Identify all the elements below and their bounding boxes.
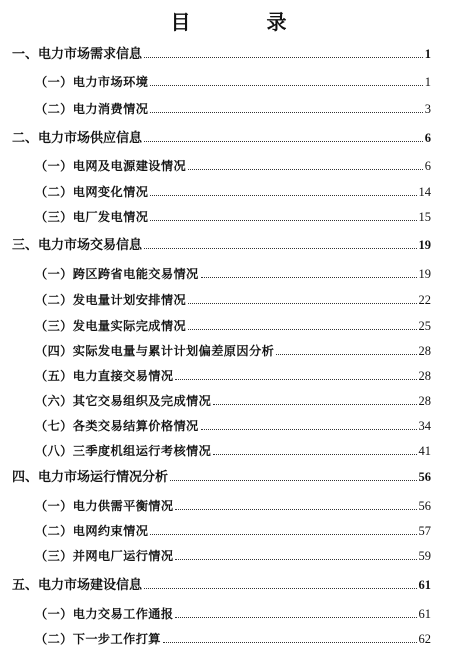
toc-entry-label: （一）电网及电源建设情况	[35, 159, 187, 173]
toc-entry-page: 57	[418, 524, 431, 538]
dot-leader	[144, 57, 423, 58]
toc-subsection-3-1[interactable]	[35, 262, 431, 282]
toc-entry-label: （二）电网变化情况	[35, 185, 149, 199]
toc-section-1[interactable]	[12, 42, 431, 62]
toc-entry-page: 14	[418, 185, 431, 199]
dot-leader	[175, 509, 416, 510]
toc-entry-page: 41	[418, 444, 431, 458]
toc-entry-page: 28	[418, 394, 431, 408]
dot-leader	[213, 454, 416, 455]
toc-entry-label: （七）各类交易结算价格情况	[35, 419, 199, 433]
toc-entry-page: 59	[418, 549, 431, 563]
toc-entry-label: 三、电力市场交易信息	[12, 238, 143, 253]
toc-subsection-3-5[interactable]	[35, 364, 431, 384]
dot-leader	[144, 141, 423, 142]
dot-leader	[144, 588, 416, 589]
toc-entry-label: （一）电力供需平衡情况	[35, 499, 174, 513]
toc-entry-label: （二）电力消费情况	[35, 102, 149, 116]
toc-subsection-3-6[interactable]	[35, 389, 431, 409]
dot-leader	[144, 248, 416, 249]
toc-entry-page: 61	[418, 578, 431, 592]
toc-title: 目 录	[170, 10, 315, 34]
toc-subsection-3-7[interactable]	[35, 414, 431, 434]
dot-leader	[150, 220, 416, 221]
toc-entry-page: 3	[424, 102, 431, 116]
dot-leader	[150, 112, 422, 113]
toc-subsection-4-2[interactable]	[35, 519, 431, 539]
toc-section-4[interactable]	[12, 465, 431, 485]
toc-section-5[interactable]	[12, 573, 431, 593]
dot-leader	[201, 429, 417, 430]
toc-subsection-1-1[interactable]	[35, 70, 431, 90]
toc-entry-page: 1	[424, 47, 431, 61]
dot-leader	[188, 303, 416, 304]
toc-entry-label: 五、电力市场建设信息	[12, 578, 143, 593]
toc-entry-page: 6	[424, 159, 431, 173]
toc-subsection-2-3[interactable]	[35, 205, 431, 225]
toc-entry-page: 15	[418, 210, 431, 224]
toc-entry-label: （一）电力市场环境	[35, 75, 149, 89]
dot-leader	[175, 559, 416, 560]
dot-leader	[188, 329, 416, 330]
toc-section-3[interactable]	[12, 233, 431, 253]
dot-leader	[175, 617, 416, 618]
toc-subsection-3-8[interactable]	[35, 439, 431, 459]
toc-entry-page: 28	[418, 344, 431, 358]
toc-entry-label: （三）发电量实际完成情况	[35, 319, 187, 333]
dot-leader	[150, 195, 416, 196]
toc-subsection-2-2[interactable]	[35, 180, 431, 200]
toc-entry-label: （一）跨区跨省电能交易情况	[35, 267, 199, 281]
toc-entry-label: （三）电厂发电情况	[35, 210, 149, 224]
toc-entry-page: 19	[418, 238, 431, 252]
toc-entry-page: 22	[418, 293, 431, 307]
toc-entry-page: 34	[418, 419, 431, 433]
toc-entry-label: 四、电力市场运行情况分析	[12, 470, 169, 485]
toc-entry-label: （六）其它交易组织及完成情况	[35, 394, 212, 408]
dot-leader	[201, 277, 417, 278]
toc-entry-page: 28	[418, 369, 431, 383]
dot-leader	[213, 404, 416, 405]
dot-leader	[175, 379, 416, 380]
toc-entry-page: 1	[424, 75, 431, 89]
toc-entry-page: 25	[418, 319, 431, 333]
toc-subsection-4-3[interactable]	[35, 544, 431, 564]
toc-entry-page: 6	[424, 131, 431, 145]
toc-entry-label: 二、电力市场供应信息	[12, 131, 143, 146]
toc-entry-page: 62	[418, 632, 431, 646]
toc-entry-label: 一、电力市场需求信息	[12, 47, 143, 62]
toc-entry-label: （二）发电量计划安排情况	[35, 293, 187, 307]
dot-leader	[276, 354, 416, 355]
toc-subsection-3-3[interactable]	[35, 314, 431, 334]
dot-leader	[150, 534, 416, 535]
dot-leader	[188, 169, 423, 170]
toc-entry-label: （一）电力交易工作通报	[35, 607, 174, 621]
toc-subsection-3-4[interactable]	[35, 339, 431, 359]
dot-leader	[170, 480, 416, 481]
toc-entry-page: 56	[418, 499, 431, 513]
toc-entry-label: （五）电力直接交易情况	[35, 369, 174, 383]
toc-entry-label: （八）三季度机组运行考核情况	[35, 444, 212, 458]
toc-subsection-3-2[interactable]	[35, 288, 431, 308]
toc-subsection-2-1[interactable]	[35, 154, 431, 174]
toc-subsection-4-1[interactable]	[35, 494, 431, 514]
toc-entry-label: （二）下一步工作打算	[35, 632, 161, 646]
dot-leader	[150, 85, 422, 86]
toc-subsection-5-2[interactable]	[35, 627, 431, 647]
toc-entry-label: （二）电网约束情况	[35, 524, 149, 538]
toc-subsection-5-1[interactable]	[35, 602, 431, 622]
toc-section-2[interactable]	[12, 126, 431, 146]
dot-leader	[163, 642, 417, 643]
toc-entry-page: 19	[418, 267, 431, 281]
toc-entry-page: 61	[418, 607, 431, 621]
toc-entry-page: 56	[418, 470, 431, 484]
toc-subsection-1-2[interactable]	[35, 97, 431, 117]
toc-entry-label: （三）并网电厂运行情况	[35, 549, 174, 563]
toc-entry-label: （四）实际发电量与累计计划偏差原因分析	[35, 344, 275, 358]
